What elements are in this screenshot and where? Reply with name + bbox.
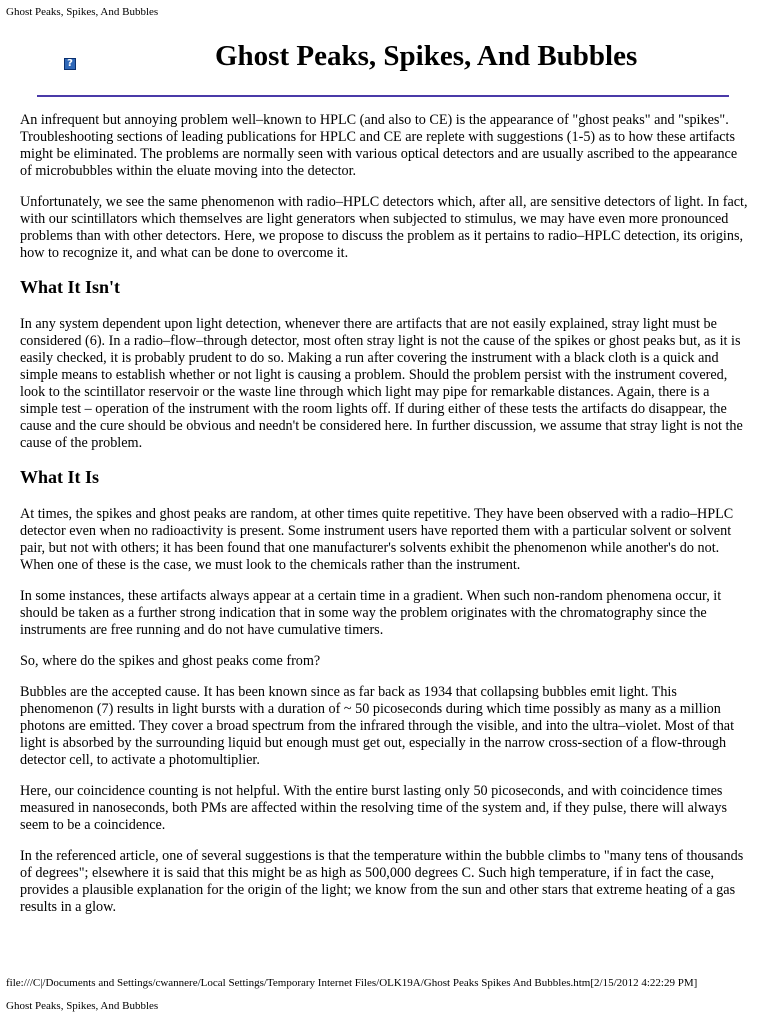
section-paragraph: So, where do the spikes and ghost peaks come from? (20, 653, 321, 669)
section-heading-what-it-isnt: What It Isn't (20, 277, 121, 297)
section-heading-what-it-is: What It Is (20, 467, 100, 487)
title-row (0, 38, 768, 78)
section-paragraph: Bubbles are the accepted cause. It has been known since as far back as 1934 that collapsing bubbles emit light. This phenomenon (7) results in light bursts with a duration of ~ 50 picoseconds during which time possibly as many as a million photons are emitted. They cover a broad spectrum from the infrared through the visible, and into the ultra–violet. Most of that light is absorbed by the surrounding liquid but enough must get out, especially in the narrow cross-section of a flow-through detector cell, to activate a photomultiplier. (20, 684, 735, 768)
title-divider (37, 95, 729, 97)
section-paragraph: In the referenced article, one of several suggestions is that the temperature within the bubble climbs to "many tens of thousands of degrees"; elsewhere it is said that this might be as high as 500,000 degrees C. Such high temperature, if in fact the case, provides a plausible explanation for the origin of the light; we know from the sun and other stars that extreme heating of a gas results in a glow. (20, 848, 744, 915)
help-icon[interactable]: ? (64, 58, 76, 70)
page-footer-path: file:///C|/Documents and Settings/cwannere/Local Settings/Temporary Internet Files/OLK19A/Ghost Peaks Spikes And Bubbles.htm[2/15/2012 4:22:29 PM] (6, 977, 698, 989)
section-paragraph: In any system dependent upon light detection, whenever there are artifacts that are not easily explained, stray light must be considered (6). In a radio–flow–through detector, most often stray light is not the cause of the spikes or ghost peaks but, as it is easily checked, it is probably prudent to do so. Making a run after covering the instrument with a black cloth is a quick and simple means to establish whether or not light is causing a problem. Should the problem persist with the instrument covered, look to the scintillator reservoir or the waste line through which light may pipe for remarkable distances. Again, there is a simple test – operation of the instrument with the room lights off. If during either of these tests the artifacts do disappear, the cause and the cure should be obvious and needn't be considered here. In further discussion, we assume that stray light is not the cause of the problem. (20, 316, 743, 451)
document-title: Ghost Peaks, Spikes, And Bubbles (215, 40, 638, 72)
intro-paragraph: An infrequent but annoying problem well–known to HPLC (and also to CE) is the appearance of "ghost peaks" and "spikes". Troubleshooting sections of leading publications for HPLC and CE are replete with suggestions (1-5) as to how these artifacts might be eliminated. The problems are normally seen with various optical detectors and are usually ascribed to the appearance of microbubbles within the eluate moving into the detector. (20, 112, 738, 179)
page-header: Ghost Peaks, Spikes, And Bubbles (6, 6, 159, 18)
section-paragraph: At times, the spikes and ghost peaks are random, at other times quite repetitive. They have been observed with a radio–HPLC detector even when no radioactivity is present. Some instrument users have reported them with a particular solvent or solvent pair, but not with others; it has been found that one manufacturer's solvents exhibit the phenomenon while another's do not. When one of these is the case, we must look to the chemicals rather than the instrument. (20, 506, 734, 573)
next-page-header: Ghost Peaks, Spikes, And Bubbles (6, 1000, 159, 1012)
section-paragraph: Here, our coincidence counting is not helpful. With the entire burst lasting only 50 picoseconds, and with coincidence times measured in nanoseconds, both PMs are affected within the resolving time of the system and, if they pulse, there will always seem to be a coincidence. (20, 783, 727, 833)
intro-paragraph: Unfortunately, we see the same phenomenon with radio–HPLC detectors which, after all, are sensitive detectors of light. In fact, with our scintillators which themselves are light generators when subjected to stimulus, we may have even more pronounced problems than with other detectors. Here, we propose to discuss the problem as it pertains to radio–HPLC detection, its origins, how to recognize it, and what can be done to overcome it. (20, 194, 748, 261)
document-body (20, 112, 750, 930)
section-paragraph: In some instances, these artifacts always appear at a certain time in a gradient. When such non-random phenomena occur, it should be taken as a further strong indication that in some way the problem originates with the chromatography since the instruments are free running and do not have cumulative timers. (20, 588, 722, 638)
